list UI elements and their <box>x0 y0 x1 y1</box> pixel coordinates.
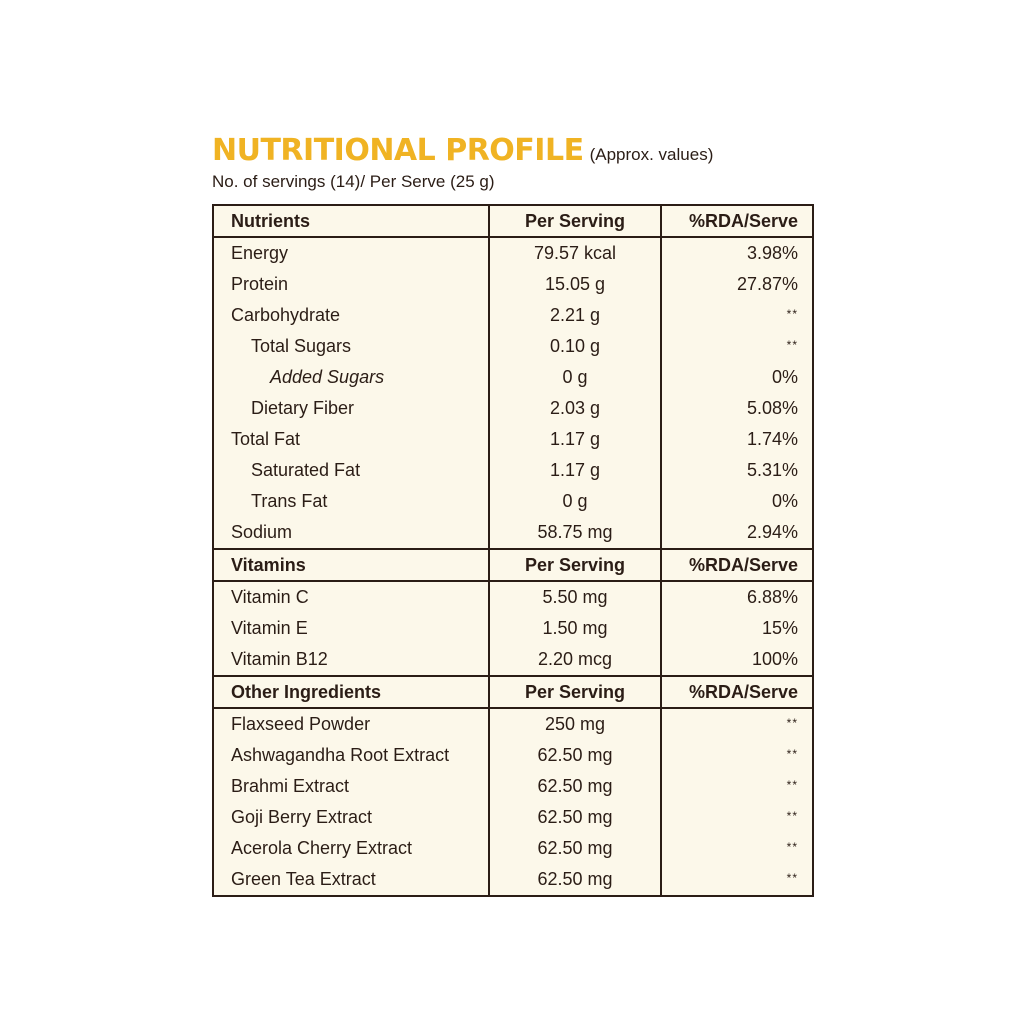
table-row <box>213 771 813 802</box>
vitamin-value: 1.50 mg <box>489 613 661 644</box>
ingredient-name: Brahmi Extract <box>213 771 489 802</box>
table-row <box>213 237 813 269</box>
vitamin-rda: 100% <box>661 644 813 676</box>
column-header-vitamins: Vitamins <box>213 549 489 581</box>
table-row <box>213 833 813 864</box>
ingredient-value: 62.50 mg <box>489 802 661 833</box>
table-row <box>213 517 813 549</box>
ingredient-rda: ** <box>786 840 798 854</box>
column-header-rda: %RDA/Serve <box>661 205 813 237</box>
ingredient-rda: ** <box>786 871 798 885</box>
nutrient-name: Energy <box>213 237 489 269</box>
ingredient-name: Ashwagandha Root Extract <box>213 740 489 771</box>
vitamin-value: 5.50 mg <box>489 581 661 613</box>
table-row <box>213 740 813 771</box>
servings-info: No. of servings (14)/ Per Serve (25 g) <box>212 172 495 191</box>
approx-note: (Approx. values) <box>589 145 714 164</box>
vitamin-name: Vitamin C <box>213 581 489 613</box>
page-heading <box>212 133 812 168</box>
nutrient-value: 0 g <box>489 486 661 517</box>
vitamin-value: 2.20 mcg <box>489 644 661 676</box>
nutrient-name: Carbohydrate <box>213 300 489 331</box>
nutrient-value: 0 g <box>489 362 661 393</box>
nutrient-rda: 0% <box>661 362 813 393</box>
nutrient-rda: 27.87% <box>661 269 813 300</box>
ingredient-name: Flaxseed Powder <box>213 708 489 740</box>
table-row <box>213 802 813 833</box>
ingredient-value: 62.50 mg <box>489 833 661 864</box>
nutrients-header-row <box>213 205 813 237</box>
nutrient-value: 58.75 mg <box>489 517 661 549</box>
nutrient-name: Sodium <box>213 517 489 549</box>
nutrient-value: 79.57 kcal <box>489 237 661 269</box>
nutrient-rda: ** <box>786 338 798 352</box>
nutrient-name: Total Sugars <box>213 331 489 362</box>
vitamin-rda: 15% <box>661 613 813 644</box>
nutrient-value: 0.10 g <box>489 331 661 362</box>
nutrient-rda: 1.74% <box>661 424 813 455</box>
vitamins-header-row <box>213 549 813 581</box>
table-row <box>213 864 813 896</box>
nutrient-value: 2.21 g <box>489 300 661 331</box>
other-ingredients-header-row <box>213 676 813 708</box>
nutrient-rda: 0% <box>661 486 813 517</box>
table-row <box>213 708 813 740</box>
vitamin-name: Vitamin B12 <box>213 644 489 676</box>
page-title: NUTRITIONAL PROFILE <box>212 133 584 168</box>
table-row <box>213 393 813 424</box>
nutrient-rda: 5.31% <box>661 455 813 486</box>
table-row <box>213 331 813 362</box>
nutrient-value: 2.03 g <box>489 393 661 424</box>
ingredient-rda: ** <box>786 716 798 730</box>
column-header-rda: %RDA/Serve <box>661 676 813 708</box>
table-row <box>213 362 813 393</box>
ingredient-name: Green Tea Extract <box>213 864 489 896</box>
column-header-other-ingredients: Other Ingredients <box>213 676 489 708</box>
ingredient-name: Acerola Cherry Extract <box>213 833 489 864</box>
nutrient-rda: 3.98% <box>661 237 813 269</box>
table-row <box>213 269 813 300</box>
column-header-nutrients: Nutrients <box>213 205 489 237</box>
table-row <box>213 424 813 455</box>
vitamin-name: Vitamin E <box>213 613 489 644</box>
nutrient-rda: 5.08% <box>661 393 813 424</box>
ingredient-name: Goji Berry Extract <box>213 802 489 833</box>
table-row <box>213 300 813 331</box>
ingredient-rda: ** <box>786 747 798 761</box>
nutrient-name: Total Fat <box>213 424 489 455</box>
nutrient-value: 15.05 g <box>489 269 661 300</box>
column-header-per-serving: Per Serving <box>489 549 661 581</box>
ingredient-rda: ** <box>786 778 798 792</box>
ingredient-rda: ** <box>786 809 798 823</box>
nutrient-name: Dietary Fiber <box>213 393 489 424</box>
ingredient-value: 62.50 mg <box>489 771 661 802</box>
table-row <box>213 486 813 517</box>
nutrient-rda: 2.94% <box>661 517 813 549</box>
nutrient-name: Protein <box>213 269 489 300</box>
table-row <box>213 644 813 676</box>
ingredient-value: 250 mg <box>489 708 661 740</box>
nutrient-name: Saturated Fat <box>213 455 489 486</box>
nutrient-value: 1.17 g <box>489 455 661 486</box>
ingredient-value: 62.50 mg <box>489 864 661 896</box>
ingredient-value: 62.50 mg <box>489 740 661 771</box>
vitamin-rda: 6.88% <box>661 581 813 613</box>
table-row <box>213 613 813 644</box>
nutrient-value: 1.17 g <box>489 424 661 455</box>
nutrient-name: Trans Fat <box>213 486 489 517</box>
nutrition-table <box>212 204 814 897</box>
column-header-rda: %RDA/Serve <box>661 549 813 581</box>
table-row <box>213 455 813 486</box>
nutrient-name: Added Sugars <box>213 362 489 393</box>
column-header-per-serving: Per Serving <box>489 205 661 237</box>
column-header-per-serving: Per Serving <box>489 676 661 708</box>
nutrient-rda: ** <box>786 307 798 321</box>
table-row <box>213 581 813 613</box>
